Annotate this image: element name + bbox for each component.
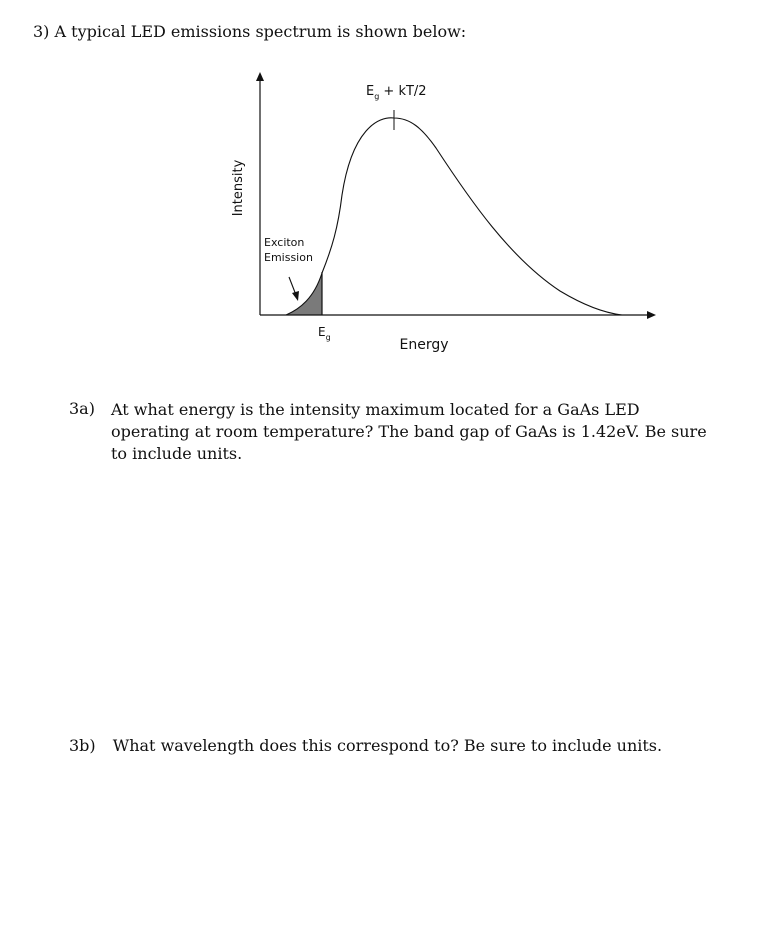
peak-label-main: E: [366, 84, 375, 99]
exciton-shaded-region: [286, 273, 322, 315]
question-3b-number: 3b): [69, 736, 96, 755]
question-3-number: 3): [33, 22, 50, 41]
led-spectrum-figure: [0, 0, 770, 380]
peak-label-sub: g: [374, 92, 380, 101]
band-gap-label: [318, 325, 331, 342]
question-3a: [69, 399, 709, 465]
peak-label-rest: + kT/2: [379, 84, 427, 99]
exciton-arrowhead: [292, 291, 299, 301]
exciton-label-line1: Exciton: [264, 236, 305, 249]
band-gap-label-main: E: [318, 325, 326, 339]
band-gap-label-sub: g: [325, 333, 331, 342]
question-3-prompt: A typical LED emissions spectrum is shown below:: [54, 22, 467, 41]
y-axis-label: Intensity: [231, 159, 246, 217]
question-3a-number: 3a): [69, 399, 95, 418]
y-axis-arrowhead: [256, 72, 264, 81]
x-axis-label: Energy: [399, 337, 449, 353]
question-3b: [69, 736, 662, 755]
x-axis-arrowhead: [647, 311, 656, 319]
peak-label: [366, 84, 427, 101]
spectrum-curve: [286, 118, 622, 315]
question-3b-text: What wavelength does this correspond to? Be sure to include units.: [112, 736, 663, 755]
question-3a-text: At what energy is the intensity maximum located for a GaAs LED operating at room temperature? The band gap of GaAs is 1.42eV. Be sure to include units.: [111, 400, 707, 463]
exciton-label-line2: Emission: [264, 251, 313, 264]
